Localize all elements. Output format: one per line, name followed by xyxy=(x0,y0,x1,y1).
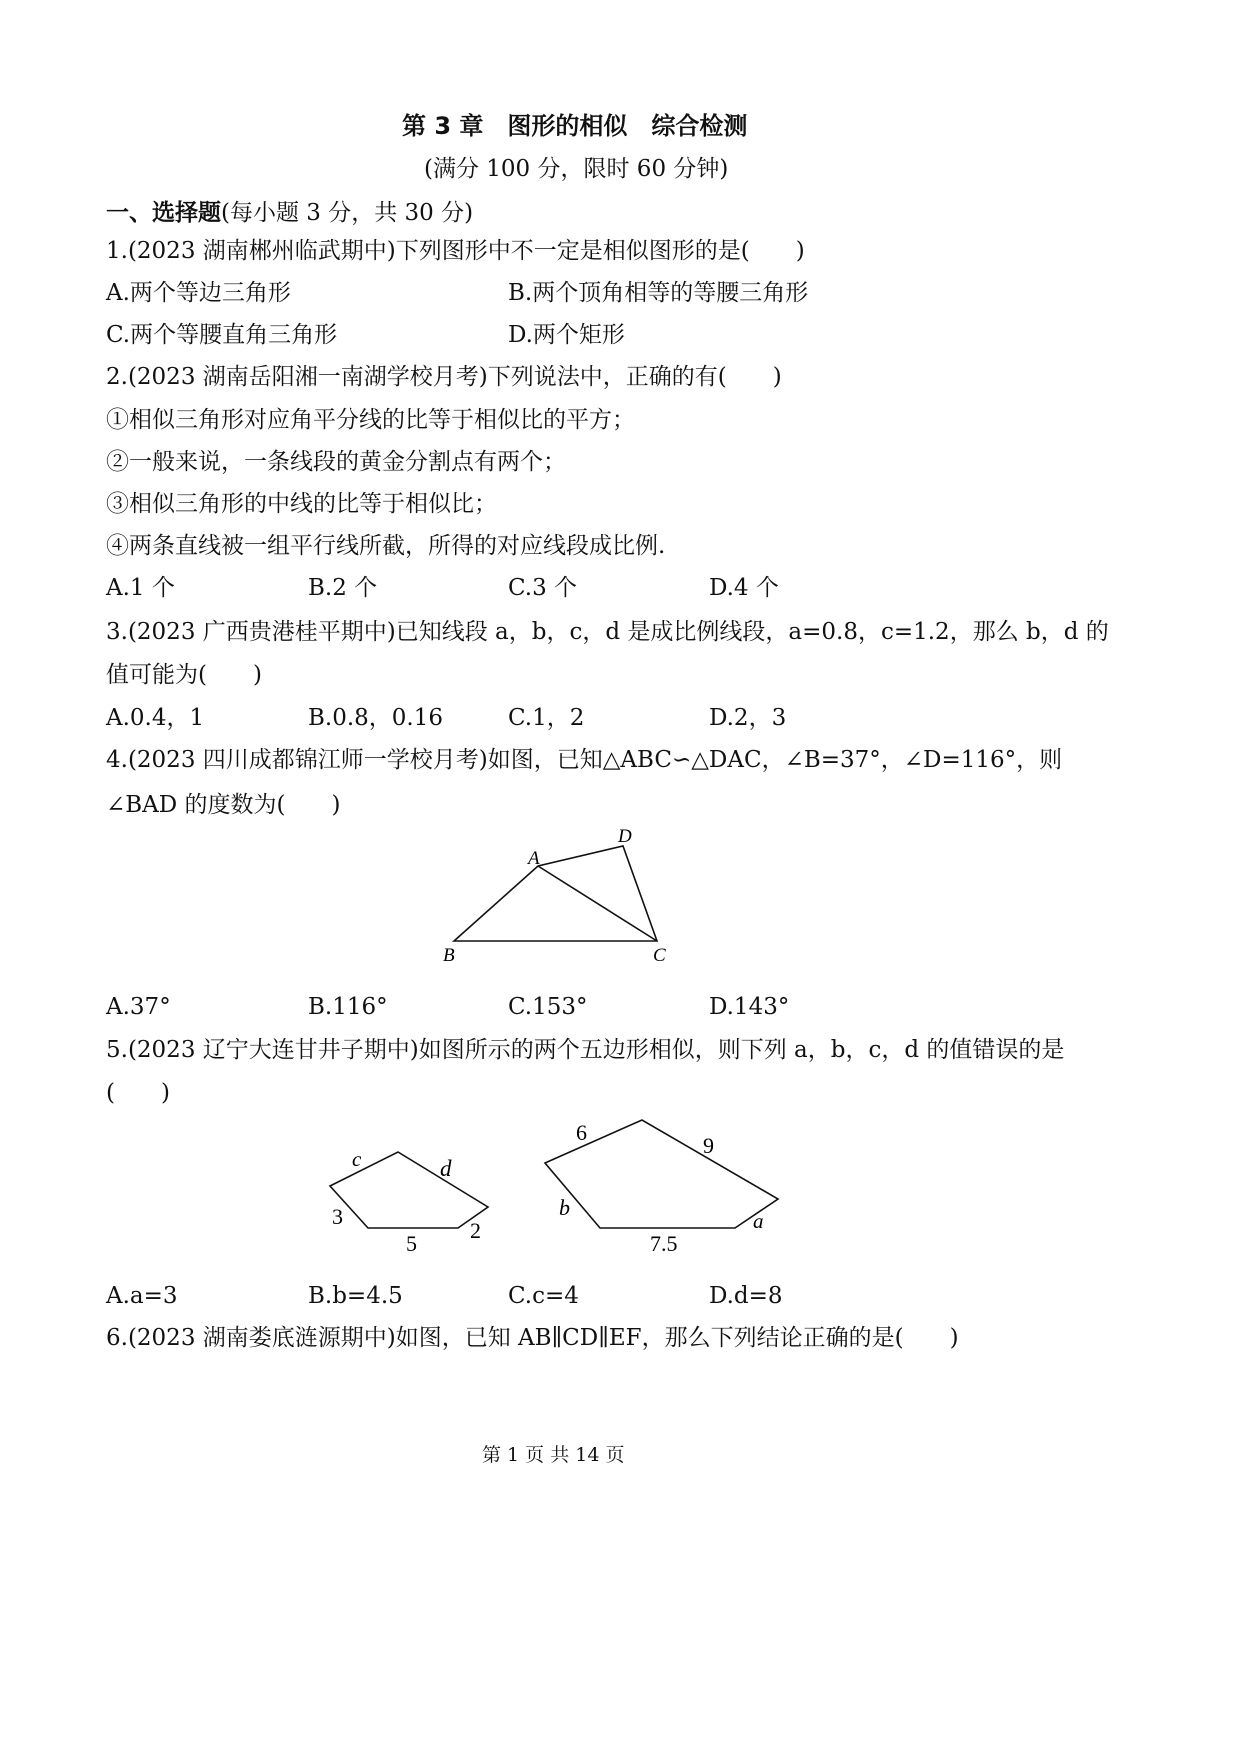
q1-stem: 1.(2023 湖南郴州临武期中)下列图形中不一定是相似图形的是( ) xyxy=(106,238,805,264)
q4-triangle-figure xyxy=(430,820,690,975)
q3-stem-line1: 3.(2023 广西贵港桂平期中)已知线段 a，b，c，d 是成比例线段，a=0.8，c=1.2，那么 b，d 的 xyxy=(106,619,1109,645)
q4-quadrilateral xyxy=(454,846,657,941)
q2-statement-1: ①相似三角形对应角平分线的比等于相似比的平方； xyxy=(106,407,635,433)
q2-statement-4: ④两条直线被一组平行线所截，所得的对应线段成比例. xyxy=(106,533,666,559)
q2-option-d: D.4 个 xyxy=(709,575,779,601)
q5-large-label-7-5: 7.5 xyxy=(650,1231,678,1256)
section-note: (每小题 3 分，共 30 分) xyxy=(221,200,474,226)
q4-stem-line1: 4.(2023 四川成都锦江师一学校月考)如图，已知△ABC∽△DAC，∠B=37°，∠D=116°，则 xyxy=(106,747,1063,773)
q5-small-label-2: 2 xyxy=(470,1218,481,1243)
q4-stem-line2: ∠BAD 的度数为( ) xyxy=(106,792,341,818)
q5-stem-line1: 5.(2023 辽宁大连甘井子期中)如图所示的两个五边形相似，则下列 a，b，c，d 的值错误的是 xyxy=(106,1037,1065,1063)
q5-option-d: D.d=8 xyxy=(709,1283,783,1309)
q3-option-d: D.2，3 xyxy=(709,705,787,731)
q1-option-c: C.两个等腰直角三角形 xyxy=(106,322,338,348)
section-title: 一、选择题 xyxy=(106,200,221,226)
q2-statement-2: ②一般来说，一条线段的黄金分割点有两个； xyxy=(106,449,566,475)
q6-stem: 6.(2023 湖南娄底涟源期中)如图，已知 AB∥CD∥EF，那么下列结论正确的是( ) xyxy=(106,1325,959,1351)
q4-option-a: A.37° xyxy=(106,994,171,1020)
q5-large-label-9: 9 xyxy=(703,1133,714,1158)
q5-large-label-a: a xyxy=(753,1209,764,1233)
q5-small-label-d: d xyxy=(440,1156,452,1181)
page-subtitle: (满分 100 分，限时 60 分钟) xyxy=(424,156,729,182)
page-footer: 第 1 页 共 14 页 xyxy=(482,1444,625,1466)
q5-small-label-5: 5 xyxy=(406,1231,417,1256)
q2-option-c: C.3 个 xyxy=(508,575,578,601)
q2-option-b: B.2 个 xyxy=(308,575,378,601)
q4-label-a: A xyxy=(528,848,540,869)
q5-stem-line2: ( ) xyxy=(106,1080,170,1106)
page-title: 第 3 章 图形的相似 综合检测 xyxy=(402,112,748,140)
q3-stem-line2: 值可能为( ) xyxy=(106,662,262,688)
q4-diagonal-ac xyxy=(538,866,657,941)
q5-option-c: C.c=4 xyxy=(508,1283,579,1309)
q5-option-b: B.b=4.5 xyxy=(308,1283,403,1309)
q4-option-d: D.143° xyxy=(709,994,790,1020)
q5-large-label-b: b xyxy=(559,1195,570,1220)
q3-option-c: C.1，2 xyxy=(508,705,585,731)
q2-stem: 2.(2023 湖南岳阳湘一南湖学校月考)下列说法中，正确的有( ) xyxy=(106,364,782,390)
q4-label-b: B xyxy=(443,945,455,966)
q1-option-a: A.两个等边三角形 xyxy=(106,280,291,306)
q4-option-b: B.116° xyxy=(308,994,388,1020)
q2-option-a: A.1 个 xyxy=(106,575,175,601)
q5-pentagons-figure xyxy=(320,1110,790,1260)
q1-option-d: D.两个矩形 xyxy=(508,322,625,348)
q3-option-b: B.0.8，0.16 xyxy=(308,705,444,731)
q3-option-a: A.0.4，1 xyxy=(106,705,205,731)
q4-option-c: C.153° xyxy=(508,994,588,1020)
section-heading xyxy=(106,194,473,227)
q5-small-label-3: 3 xyxy=(332,1204,343,1229)
q1-option-b: B.两个顶角相等的等腰三角形 xyxy=(508,280,809,306)
q4-label-c: C xyxy=(653,945,666,966)
q2-statement-3: ③相似三角形的中线的比等于相似比； xyxy=(106,491,497,517)
q5-small-label-c: c xyxy=(352,1147,362,1171)
q4-label-d: D xyxy=(618,826,632,847)
q5-large-label-6: 6 xyxy=(576,1120,587,1145)
q5-option-a: A.a=3 xyxy=(106,1283,178,1309)
